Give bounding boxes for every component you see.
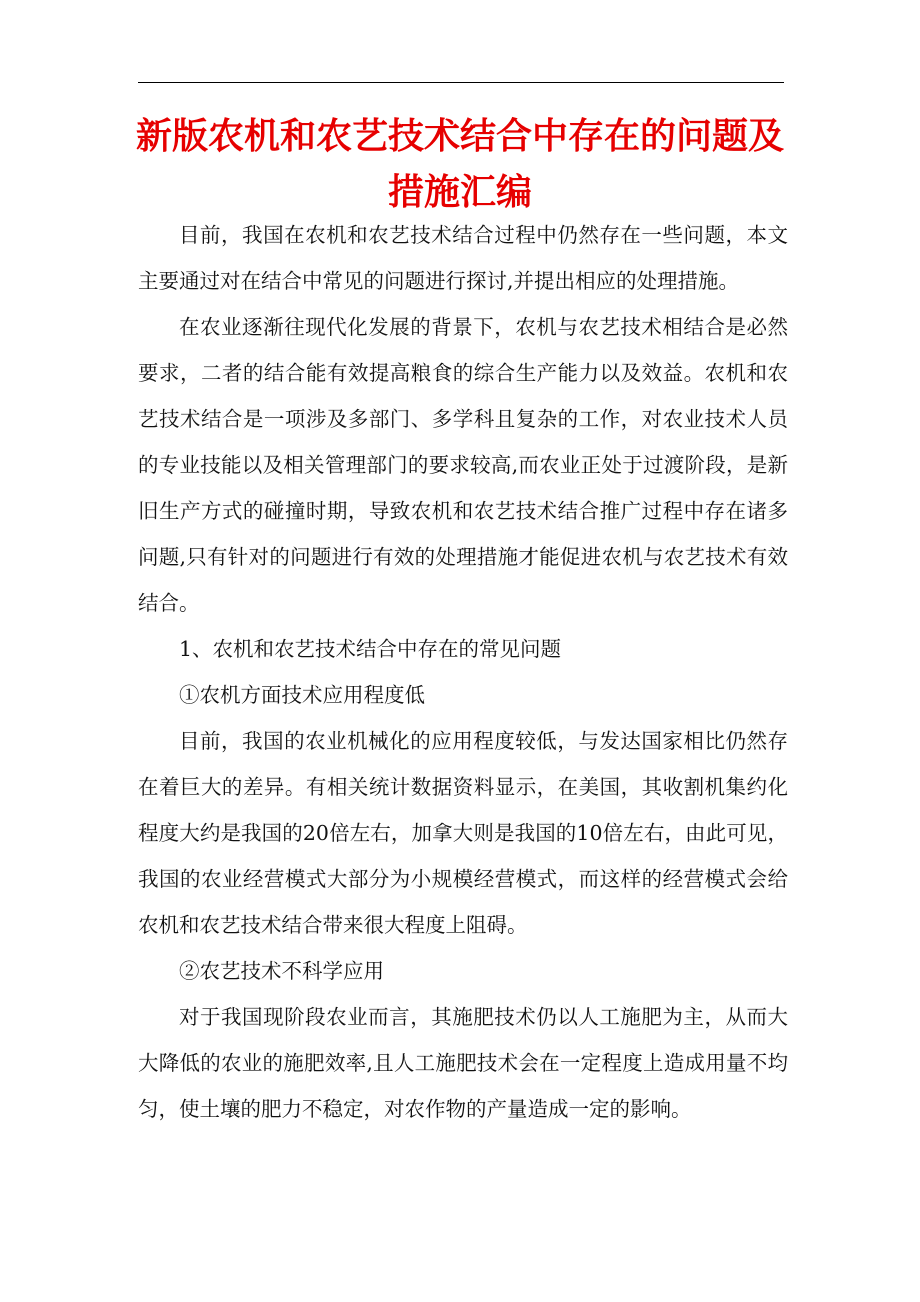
title-line-1: 新版农机和农艺技术结合中存在的问题及 bbox=[135, 115, 784, 157]
subsection-heading-1: ①农机方面技术应用程度低 bbox=[179, 683, 425, 707]
subsection-heading-2: ②农艺技术不科学应用 bbox=[179, 959, 384, 983]
subsection-paragraph-1: 目前，我国的农业机械化的应用程度较低，与发达国家相比仍然存在着巨大的差异。有相关统计数据资料显示，在美国，其收割机集约化程度大约是我国的20倍左右，加拿大则是我国的10倍左右，由此可见，我国的农业经营模式大部分为小规模经营模式，而这样的经营模式会给农机和农艺技术结合带来很大程度上阻碍。 bbox=[138, 729, 788, 937]
background-paragraph: 在农业逐渐往现代化发展的背景下，农机与农艺技术相结合是必然要求，二者的结合能有效提高粮食的综合生产能力以及效益。农机和农艺技术结合是一项涉及多部门、多学科且复杂的工作，对农业技术人员的专业技能以及相关管理部门的要求较高,而农业正处于过渡阶段，是新旧生产方式的碰撞时期，导致农机和农艺技术结合推广过程中存在诸多问题,只有针对的问题进行有效的处理措施才能促进农机与农艺技术有效结合。 bbox=[138, 315, 788, 615]
intro-paragraph: 目前，我国在农机和农艺技术结合过程中仍然存在一些问题，本文主要通过对在结合中常见的问题进行探讨,并提出相应的处理措施。 bbox=[138, 223, 788, 293]
section-heading-1: 1、农机和农艺技术结合中存在的常见问题 bbox=[179, 637, 562, 661]
document-title bbox=[130, 108, 790, 220]
subsection-paragraph-2: 对于我国现阶段农业而言，其施肥技术仍以人工施肥为主，从而大大降低的农业的施肥效率,且人工施肥技术会在一定程度上造成用量不均匀，使土壤的肥力不稳定，对农作物的产量造成一定的影响。 bbox=[138, 1005, 788, 1121]
document-body bbox=[138, 212, 788, 1132]
header-rule bbox=[138, 82, 784, 83]
title-line-2: 措施汇编 bbox=[387, 171, 532, 213]
